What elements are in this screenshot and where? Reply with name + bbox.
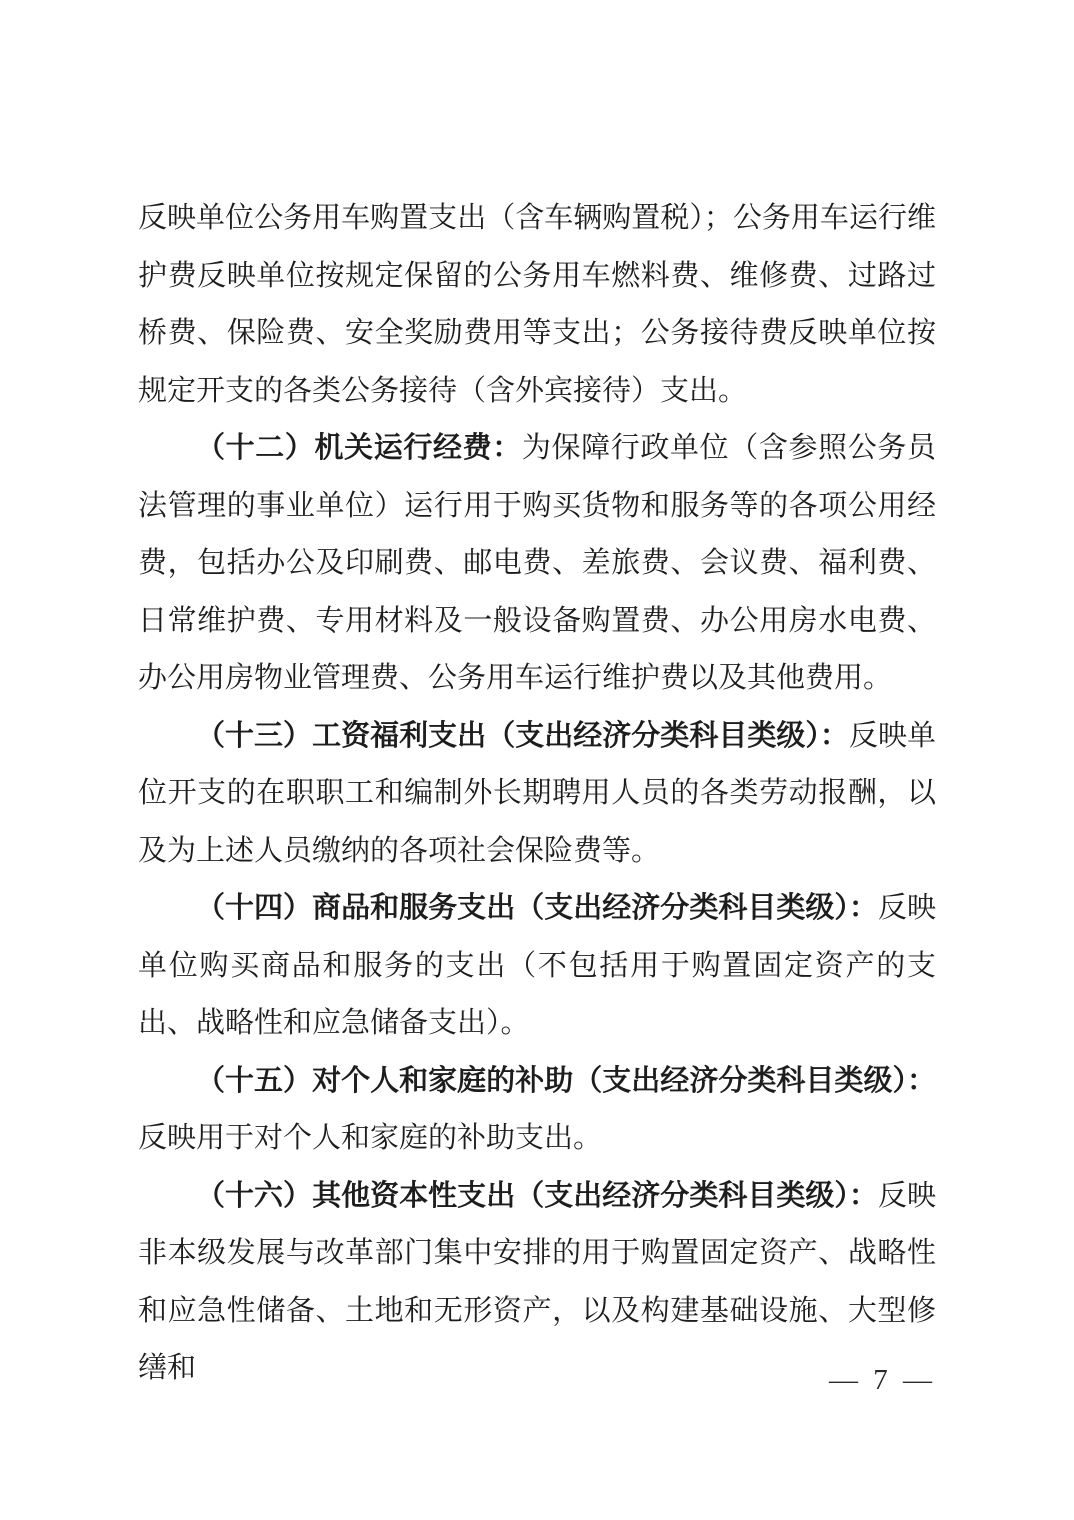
paragraph-item-13 bbox=[138, 708, 936, 881]
paragraph-item-16 bbox=[138, 1168, 936, 1398]
paragraph-item-15 bbox=[138, 1053, 936, 1168]
paragraph-head: （十四）商品和服务支出（支出经济分类科目类级）： bbox=[196, 892, 878, 924]
paragraph-text: 反映单位购买商品和服务的支出（不包括用于购置固定资产的支出、战略性和应急储备支出）。 bbox=[138, 892, 936, 1039]
document-body bbox=[138, 190, 936, 1398]
paragraph-text: 反映非本级发展与改革部门集中安排的用于购置固定资产、战略性和应急性储备、土地和无形资产，以及构建基础设施、大型修缮和 bbox=[138, 1179, 936, 1384]
paragraph-head: （十三）工资福利支出（支出经济分类科目类级）： bbox=[196, 719, 849, 752]
page-number: — 7 — bbox=[829, 1364, 936, 1396]
paragraph-head: （十二）机关运行经费： bbox=[196, 432, 522, 464]
paragraph-continuation bbox=[138, 190, 936, 420]
paragraph-text: 反映单位公务用车购置支出（含车辆购置税）；公务用车运行维护费反映单位按规定保留的公务用车燃料费、维修费、过路过桥费、保险费、安全奖励费用等支出；公务接待费反映单位按规定开支的各类公务接待（含外宾接待）支出。 bbox=[138, 202, 936, 407]
paragraph-item-14 bbox=[138, 880, 936, 1053]
paragraph-head: （十五）对个人和家庭的补助（支出经济分类科目类级）： bbox=[196, 1064, 936, 1097]
paragraph-item-12 bbox=[138, 420, 936, 708]
paragraph-text: 为保障行政单位（含参照公务员法管理的事业单位）运行用于购买货物和服务等的各项公用经费，包括办公及印刷费、邮电费、差旅费、会议费、福利费、日常维护费、专用材料及一般设备购置费、办公用房水电费、办公用房物业管理费、公务用车运行维护费以及其他费用。 bbox=[138, 432, 936, 694]
paragraph-head: （十六）其他资本性支出（支出经济分类科目类级）： bbox=[196, 1179, 878, 1212]
paragraph-text: 反映单位开支的在职职工和编制外长期聘用人员的各类劳动报酬，以及为上述人员缴纳的各项社会保险费等。 bbox=[138, 719, 936, 867]
paragraph-text: 反映用于对个人和家庭的补助支出。 bbox=[138, 1122, 603, 1154]
